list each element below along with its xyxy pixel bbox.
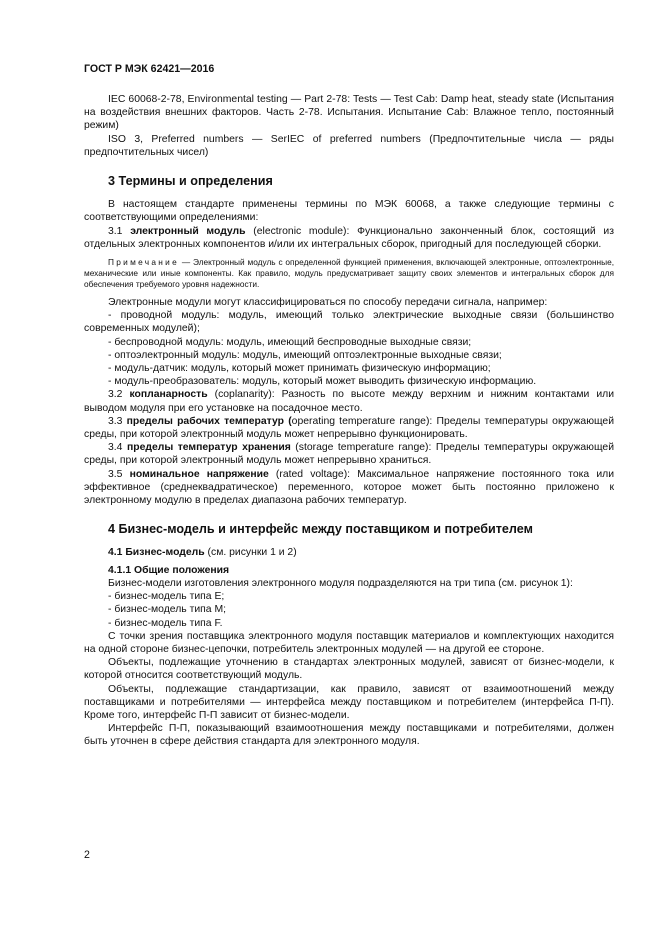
section-3-intro: В настоящем стандарте применены термины по МЭК 60068, а также следующие термины с соответствующими определениями: xyxy=(84,199,614,224)
paragraph: С точки зрения поставщика электронного модуля поставщик материалов и комплектующих находится на одной стороне бизнес-цепочки, потребитель электронных модулей — на другой ее стороне. xyxy=(84,630,614,655)
term-3-3: 3.3 пределы рабочих температур (operating temperature range): Пределы температуры окружающей среды, при которой электронный модуль может непрерывно функционировать. xyxy=(84,415,615,441)
subsection-4-1-1: 4.1.1 Общие положения xyxy=(108,564,230,576)
list-item: - бизнес-модель типа E; xyxy=(108,591,225,603)
term-3-5-name: номинальное напряжение xyxy=(129,468,269,480)
note-label: Примечание xyxy=(108,257,180,268)
page-number: 2 xyxy=(84,849,90,861)
page-header: ГОСТ Р МЭК 62421—2016 xyxy=(84,63,215,75)
paragraph: Бизнес-модели изготовления электронного модуля подразделяются на три типа (см. рисунок 1): xyxy=(108,577,573,589)
page-content xyxy=(84,93,614,749)
list-item: - оптоэлектронный модуль: модуль, имеющий оптоэлектронные выходные связи; xyxy=(108,349,502,361)
term-3-1: 3.1 электронный модуль (electronic module): Функционально законченный блок, состоящий из отдельных электронных компонентов и/или их интегральных сборок, пригодный для последующей сборки. xyxy=(84,225,614,250)
section-4-heading: 4 Бизнес-модель и интерфейс между поставщиком и потребителем xyxy=(108,522,533,537)
note-3-1: Примечание — Электронный модуль с определенной функцией применения, включающей электронные, оптоэлектронные, механические или иные компоненты. Как правило, модуль предусматривает защиту своих элементов и интегральных сборок для обеспечения требуемого уровня надежности. xyxy=(84,257,614,290)
paragraph: Интерфейс П-П, показывающий взаимоотношения между поставщиками и потребителями, должен быть уточнен в сфере действия стандарта для электронного модуля. xyxy=(84,723,614,748)
classification-intro: Электронные модули могут классифицироваться по способу передачи сигнала, например: xyxy=(108,297,548,309)
subsection-4-1: 4.1 Бизнес-модель (см. рисунки 1 и 2) xyxy=(108,547,297,559)
list-item: - проводной модуль: модуль, имеющий только электрические выходные связи (большинство современных модулей); xyxy=(84,310,614,335)
term-3-2: 3.2 копланарность (coplanarity): Разность по высоте между верхним и нижним контактами или выводом модуля при его установке на посадочное место. xyxy=(84,389,615,414)
list-item: - бизнес-модель типа F. xyxy=(108,617,223,629)
list-item: - бизнес-модель типа M; xyxy=(108,604,226,616)
term-3-5: 3.5 номинальное напряжение (rated voltage): Максимальное напряжение постоянного тока или эффективное (среднеквадратическое) переменного, которое может быть постоянно приложено к электронному модулю в пределах диапазона рабочих температур. xyxy=(84,468,615,507)
list-item: - модуль-датчик: модуль, который может принимать физическую информацию; xyxy=(108,363,491,375)
list-item: - беспроводной модуль: модуль, имеющий беспроводные выходные связи; xyxy=(108,336,472,348)
term-3-2-name: копланарность xyxy=(129,389,208,401)
term-3-3-name: пределы рабочих температур ( xyxy=(126,415,292,427)
term-3-1-name: электронный модуль xyxy=(130,225,246,237)
term-3-4: 3.4 пределы температур хранения (storage temperature range): Пределы температуры окружающей среды, при которой электронный модуль может непрерывно храниться. xyxy=(84,442,614,467)
paragraph: Объекты, подлежащие уточнению в стандартах электронных модулей, зависят от бизнес-модели, к которой относится соответствующий модуль. xyxy=(84,657,614,682)
paragraph: Объекты, подлежащие стандартизации, как правило, зависят от взаимоотношений между поставщиками и потребителями — интерфейса между поставщиком и потребителем (интерфейса П-П). Кроме того, интерфейс П-П зависит от бизнес-модели. xyxy=(84,683,614,721)
term-3-4-name: пределы температур хранения xyxy=(126,442,291,454)
list-item: - модуль-преобразователь: модуль, который может выводить физическую информацию. xyxy=(108,376,537,388)
reference-iso-3: ISO 3, Preferred numbers — SerIEC of preferred numbers (Предпочтительные числа — ряды предпочтительных чисел) xyxy=(84,133,614,158)
subsection-4-1-title: Бизнес-модель xyxy=(125,547,205,559)
section-3-heading: 3 Термины и определения xyxy=(108,174,273,189)
reference-iec-60068: IEC 60068-2-78, Environmental testing — Part 2-78: Tests — Test Cab: Damp heat, steady state (Испытания на воздействия внешних факторов. Часть 2-78. Испытания. Испытание Cab: Влажное тепло, постоянный режим) xyxy=(84,94,614,132)
